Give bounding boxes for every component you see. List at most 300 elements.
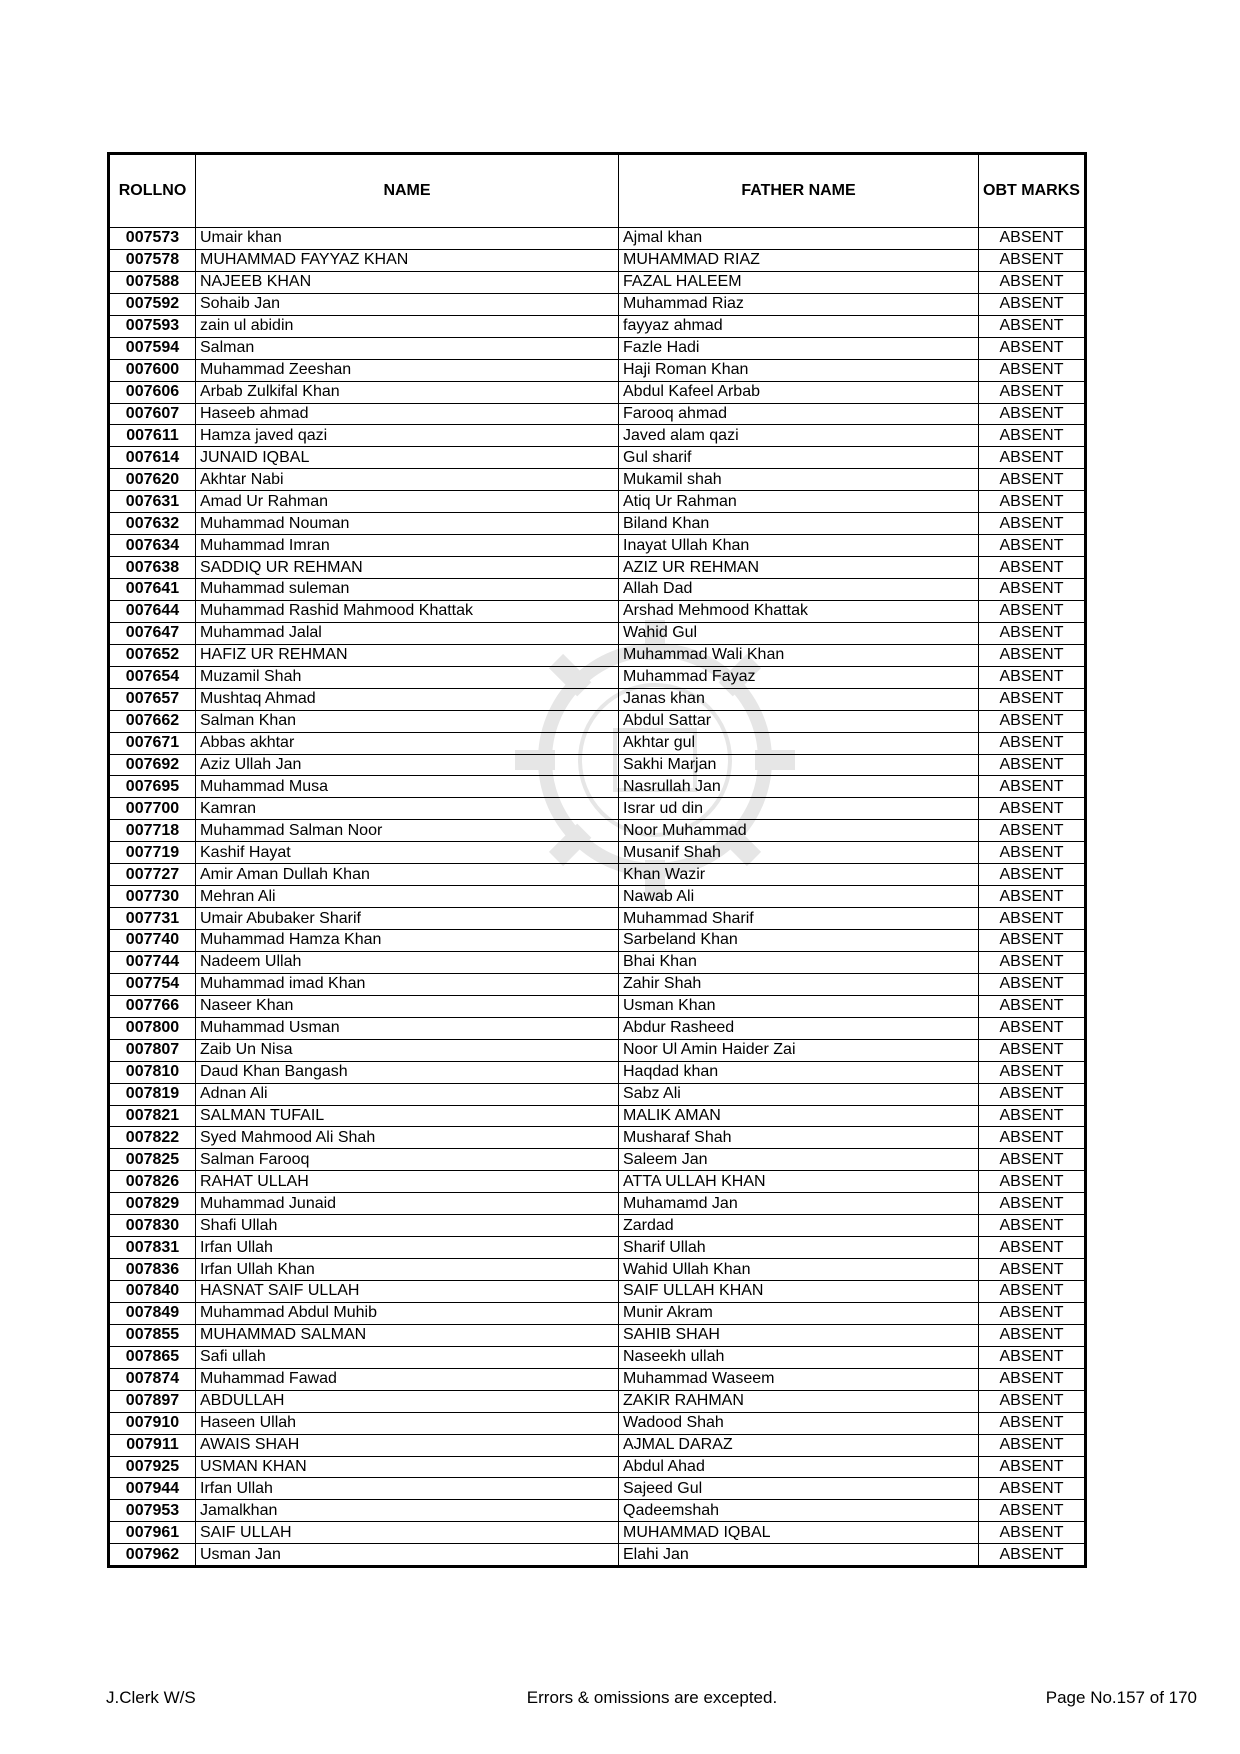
cell-obt-marks: ABSENT bbox=[979, 315, 1086, 337]
cell-obt-marks: ABSENT bbox=[979, 1302, 1086, 1324]
cell-father-name: Nawab Ali bbox=[619, 886, 979, 908]
cell-father-name: Muhammad Sharif bbox=[619, 908, 979, 930]
cell-obt-marks: ABSENT bbox=[979, 293, 1086, 315]
cell-name: Muhammad Jalal bbox=[196, 622, 619, 644]
cell-father-name: AZIZ UR REHMAN bbox=[619, 557, 979, 579]
cell-name: Irfan Ullah bbox=[196, 1237, 619, 1259]
cell-name: Zaib Un Nisa bbox=[196, 1039, 619, 1061]
table-row bbox=[109, 579, 1086, 601]
cell-father-name: Wahid Gul bbox=[619, 622, 979, 644]
cell-obt-marks: ABSENT bbox=[979, 732, 1086, 754]
table-row bbox=[109, 644, 1086, 666]
cell-rollno: 007632 bbox=[109, 513, 196, 535]
cell-rollno: 007654 bbox=[109, 666, 196, 688]
cell-obt-marks: ABSENT bbox=[979, 228, 1086, 250]
cell-father-name: Nasrullah Jan bbox=[619, 776, 979, 798]
cell-rollno: 007874 bbox=[109, 1368, 196, 1390]
table-row bbox=[109, 1171, 1086, 1193]
cell-rollno: 007855 bbox=[109, 1324, 196, 1346]
table-row bbox=[109, 271, 1086, 293]
cell-father-name: MUHAMMAD IQBAL bbox=[619, 1522, 979, 1544]
cell-obt-marks: ABSENT bbox=[979, 666, 1086, 688]
cell-father-name: Qadeemshah bbox=[619, 1500, 979, 1522]
cell-rollno: 007638 bbox=[109, 557, 196, 579]
cell-name: HAFIZ UR REHMAN bbox=[196, 644, 619, 666]
table-row bbox=[109, 842, 1086, 864]
table-row bbox=[109, 1039, 1086, 1061]
cell-name: Muhammad Abdul Muhib bbox=[196, 1302, 619, 1324]
cell-rollno: 007961 bbox=[109, 1522, 196, 1544]
table-row bbox=[109, 1281, 1086, 1303]
cell-father-name: Zardad bbox=[619, 1215, 979, 1237]
cell-father-name: Muhammad Waseem bbox=[619, 1368, 979, 1390]
cell-father-name: Mukamil shah bbox=[619, 469, 979, 491]
cell-father-name: Gul sharif bbox=[619, 447, 979, 469]
cell-obt-marks: ABSENT bbox=[979, 381, 1086, 403]
table-row bbox=[109, 951, 1086, 973]
cell-rollno: 007731 bbox=[109, 908, 196, 930]
cell-rollno: 007593 bbox=[109, 315, 196, 337]
footer-page-number: Page No.157 of 170 bbox=[1045, 1688, 1197, 1707]
cell-father-name: Sajeed Gul bbox=[619, 1478, 979, 1500]
table-row bbox=[109, 359, 1086, 381]
cell-obt-marks: ABSENT bbox=[979, 1017, 1086, 1039]
cell-obt-marks: ABSENT bbox=[979, 1039, 1086, 1061]
table-row bbox=[109, 1368, 1086, 1390]
cell-name: Muhammad imad Khan bbox=[196, 973, 619, 995]
table-row bbox=[109, 1500, 1086, 1522]
cell-name: Muhammad suleman bbox=[196, 579, 619, 601]
cell-father-name: AJMAL DARAZ bbox=[619, 1434, 979, 1456]
cell-obt-marks: ABSENT bbox=[979, 951, 1086, 973]
table-row bbox=[109, 1017, 1086, 1039]
cell-rollno: 007594 bbox=[109, 337, 196, 359]
cell-father-name: MALIK AMAN bbox=[619, 1105, 979, 1127]
cell-obt-marks: ABSENT bbox=[979, 754, 1086, 776]
cell-obt-marks: ABSENT bbox=[979, 886, 1086, 908]
cell-rollno: 007944 bbox=[109, 1478, 196, 1500]
table-row bbox=[109, 1302, 1086, 1324]
table-row bbox=[109, 491, 1086, 513]
cell-name: NAJEEB KHAN bbox=[196, 271, 619, 293]
cell-obt-marks: ABSENT bbox=[979, 600, 1086, 622]
cell-rollno: 007836 bbox=[109, 1259, 196, 1281]
cell-rollno: 007620 bbox=[109, 469, 196, 491]
table-row bbox=[109, 228, 1086, 250]
cell-obt-marks: ABSENT bbox=[979, 1259, 1086, 1281]
cell-name: Salman Farooq bbox=[196, 1149, 619, 1171]
cell-name: Salman Khan bbox=[196, 710, 619, 732]
table-row bbox=[109, 1259, 1086, 1281]
cell-obt-marks: ABSENT bbox=[979, 1500, 1086, 1522]
table-row bbox=[109, 1105, 1086, 1127]
cell-name: MUHAMMAD FAYYAZ KHAN bbox=[196, 249, 619, 271]
cell-rollno: 007614 bbox=[109, 447, 196, 469]
cell-rollno: 007657 bbox=[109, 688, 196, 710]
cell-name: Muhammad Junaid bbox=[196, 1193, 619, 1215]
cell-father-name: Musanif Shah bbox=[619, 842, 979, 864]
table-row bbox=[109, 798, 1086, 820]
table-row bbox=[109, 1237, 1086, 1259]
cell-obt-marks: ABSENT bbox=[979, 798, 1086, 820]
cell-father-name: Musharaf Shah bbox=[619, 1127, 979, 1149]
table-row bbox=[109, 908, 1086, 930]
table-row bbox=[109, 1215, 1086, 1237]
table-row bbox=[109, 666, 1086, 688]
cell-rollno: 007953 bbox=[109, 1500, 196, 1522]
header-father-name: FATHER NAME bbox=[619, 154, 979, 228]
cell-father-name: Arshad Mehmood Khattak bbox=[619, 600, 979, 622]
cell-rollno: 007766 bbox=[109, 995, 196, 1017]
cell-father-name: Abdul Ahad bbox=[619, 1456, 979, 1478]
cell-name: Muhammad Usman bbox=[196, 1017, 619, 1039]
cell-father-name: Wahid Ullah Khan bbox=[619, 1259, 979, 1281]
cell-father-name: Noor Ul Amin Haider Zai bbox=[619, 1039, 979, 1061]
cell-name: Irfan Ullah bbox=[196, 1478, 619, 1500]
cell-father-name: Farooq ahmad bbox=[619, 403, 979, 425]
cell-name: Haseeb ahmad bbox=[196, 403, 619, 425]
cell-name: Kashif Hayat bbox=[196, 842, 619, 864]
cell-father-name: Noor Muhammad bbox=[619, 820, 979, 842]
table-row bbox=[109, 820, 1086, 842]
cell-father-name: FAZAL HALEEM bbox=[619, 271, 979, 293]
cell-obt-marks: ABSENT bbox=[979, 1127, 1086, 1149]
cell-father-name: Muhammad Wali Khan bbox=[619, 644, 979, 666]
cell-father-name: SAIF ULLAH KHAN bbox=[619, 1281, 979, 1303]
table-row bbox=[109, 776, 1086, 798]
table-row bbox=[109, 710, 1086, 732]
cell-father-name: ZAKIR RAHMAN bbox=[619, 1390, 979, 1412]
cell-father-name: SAHIB SHAH bbox=[619, 1324, 979, 1346]
table-row bbox=[109, 688, 1086, 710]
table-row bbox=[109, 1434, 1086, 1456]
cell-obt-marks: ABSENT bbox=[979, 820, 1086, 842]
cell-name: Safi ullah bbox=[196, 1346, 619, 1368]
cell-name: Muhammad Imran bbox=[196, 535, 619, 557]
cell-rollno: 007611 bbox=[109, 425, 196, 447]
table-row bbox=[109, 973, 1086, 995]
table-row bbox=[109, 600, 1086, 622]
footer-disclaimer: Errors & omissions are excepted. bbox=[526, 1688, 778, 1707]
cell-obt-marks: ABSENT bbox=[979, 249, 1086, 271]
cell-father-name: Abdul Kafeel Arbab bbox=[619, 381, 979, 403]
cell-name: zain ul abidin bbox=[196, 315, 619, 337]
cell-name: Usman Jan bbox=[196, 1544, 619, 1567]
cell-name: Salman bbox=[196, 337, 619, 359]
table-row bbox=[109, 864, 1086, 886]
cell-rollno: 007695 bbox=[109, 776, 196, 798]
table-row bbox=[109, 1346, 1086, 1368]
cell-obt-marks: ABSENT bbox=[979, 1061, 1086, 1083]
cell-father-name: Atiq Ur Rahman bbox=[619, 491, 979, 513]
cell-obt-marks: ABSENT bbox=[979, 271, 1086, 293]
cell-obt-marks: ABSENT bbox=[979, 1456, 1086, 1478]
cell-name: Jamalkhan bbox=[196, 1500, 619, 1522]
cell-name: Shafi Ullah bbox=[196, 1215, 619, 1237]
table-row bbox=[109, 535, 1086, 557]
header-obt-marks: OBT MARKS bbox=[979, 154, 1086, 228]
table-row bbox=[109, 732, 1086, 754]
cell-name: Muhammad Fawad bbox=[196, 1368, 619, 1390]
cell-father-name: Sharif Ullah bbox=[619, 1237, 979, 1259]
cell-name: SAIF ULLAH bbox=[196, 1522, 619, 1544]
cell-name: ABDULLAH bbox=[196, 1390, 619, 1412]
cell-obt-marks: ABSENT bbox=[979, 973, 1086, 995]
cell-father-name: Fazle Hadi bbox=[619, 337, 979, 359]
cell-rollno: 007831 bbox=[109, 1237, 196, 1259]
cell-obt-marks: ABSENT bbox=[979, 864, 1086, 886]
table-row bbox=[109, 469, 1086, 491]
cell-father-name: Abdul Sattar bbox=[619, 710, 979, 732]
cell-father-name: MUHAMMAD RIAZ bbox=[619, 249, 979, 271]
cell-rollno: 007647 bbox=[109, 622, 196, 644]
cell-name: Nadeem Ullah bbox=[196, 951, 619, 973]
cell-obt-marks: ABSENT bbox=[979, 447, 1086, 469]
cell-obt-marks: ABSENT bbox=[979, 842, 1086, 864]
cell-obt-marks: ABSENT bbox=[979, 491, 1086, 513]
cell-rollno: 007807 bbox=[109, 1039, 196, 1061]
cell-father-name: Saleem Jan bbox=[619, 1149, 979, 1171]
table-row bbox=[109, 513, 1086, 535]
cell-name: Akhtar Nabi bbox=[196, 469, 619, 491]
cell-father-name: Elahi Jan bbox=[619, 1544, 979, 1567]
cell-name: JUNAID IQBAL bbox=[196, 447, 619, 469]
cell-father-name: Akhtar gul bbox=[619, 732, 979, 754]
header-rollno: ROLLNO bbox=[109, 154, 196, 228]
cell-father-name: Javed alam qazi bbox=[619, 425, 979, 447]
cell-rollno: 007744 bbox=[109, 951, 196, 973]
cell-rollno: 007849 bbox=[109, 1302, 196, 1324]
cell-name: Muhammad Rashid Mahmood Khattak bbox=[196, 600, 619, 622]
results-table bbox=[107, 152, 1087, 1568]
table-row bbox=[109, 930, 1086, 952]
cell-obt-marks: ABSENT bbox=[979, 688, 1086, 710]
cell-obt-marks: ABSENT bbox=[979, 1215, 1086, 1237]
cell-obt-marks: ABSENT bbox=[979, 1544, 1086, 1567]
cell-father-name: Biland Khan bbox=[619, 513, 979, 535]
cell-obt-marks: ABSENT bbox=[979, 1281, 1086, 1303]
cell-name: AWAIS SHAH bbox=[196, 1434, 619, 1456]
cell-rollno: 007821 bbox=[109, 1105, 196, 1127]
cell-obt-marks: ABSENT bbox=[979, 710, 1086, 732]
table-row bbox=[109, 1544, 1086, 1567]
cell-name: Muhammad Nouman bbox=[196, 513, 619, 535]
cell-obt-marks: ABSENT bbox=[979, 557, 1086, 579]
cell-rollno: 007830 bbox=[109, 1215, 196, 1237]
cell-obt-marks: ABSENT bbox=[979, 1171, 1086, 1193]
cell-obt-marks: ABSENT bbox=[979, 1412, 1086, 1434]
cell-rollno: 007578 bbox=[109, 249, 196, 271]
cell-father-name: Usman Khan bbox=[619, 995, 979, 1017]
cell-obt-marks: ABSENT bbox=[979, 1324, 1086, 1346]
cell-father-name: ATTA ULLAH KHAN bbox=[619, 1171, 979, 1193]
cell-father-name: Muhamamd Jan bbox=[619, 1193, 979, 1215]
cell-name: Muzamil Shah bbox=[196, 666, 619, 688]
table-row bbox=[109, 1456, 1086, 1478]
cell-father-name: Bhai Khan bbox=[619, 951, 979, 973]
cell-father-name: Inayat Ullah Khan bbox=[619, 535, 979, 557]
table-row bbox=[109, 622, 1086, 644]
header-name: NAME bbox=[196, 154, 619, 228]
cell-name: Amir Aman Dullah Khan bbox=[196, 864, 619, 886]
cell-father-name: fayyaz ahmad bbox=[619, 315, 979, 337]
table-row bbox=[109, 1478, 1086, 1500]
cell-father-name: Abdur Rasheed bbox=[619, 1017, 979, 1039]
cell-name: Muhammad Salman Noor bbox=[196, 820, 619, 842]
table-row bbox=[109, 1390, 1086, 1412]
cell-father-name: Haji Roman Khan bbox=[619, 359, 979, 381]
cell-obt-marks: ABSENT bbox=[979, 930, 1086, 952]
cell-name: Kamran bbox=[196, 798, 619, 820]
cell-name: Abbas akhtar bbox=[196, 732, 619, 754]
cell-name: Irfan Ullah Khan bbox=[196, 1259, 619, 1281]
cell-rollno: 007840 bbox=[109, 1281, 196, 1303]
cell-obt-marks: ABSENT bbox=[979, 425, 1086, 447]
cell-father-name: Naseekh ullah bbox=[619, 1346, 979, 1368]
cell-obt-marks: ABSENT bbox=[979, 908, 1086, 930]
cell-rollno: 007911 bbox=[109, 1434, 196, 1456]
table-row bbox=[109, 337, 1086, 359]
table-row bbox=[109, 425, 1086, 447]
table-row bbox=[109, 403, 1086, 425]
cell-rollno: 007592 bbox=[109, 293, 196, 315]
cell-father-name: Allah Dad bbox=[619, 579, 979, 601]
cell-father-name: Wadood Shah bbox=[619, 1412, 979, 1434]
cell-rollno: 007700 bbox=[109, 798, 196, 820]
cell-rollno: 007652 bbox=[109, 644, 196, 666]
cell-name: SALMAN TUFAIL bbox=[196, 1105, 619, 1127]
cell-name: Daud Khan Bangash bbox=[196, 1061, 619, 1083]
table-row bbox=[109, 381, 1086, 403]
cell-father-name: Muhammad Riaz bbox=[619, 293, 979, 315]
cell-rollno: 007727 bbox=[109, 864, 196, 886]
cell-rollno: 007826 bbox=[109, 1171, 196, 1193]
cell-obt-marks: ABSENT bbox=[979, 1083, 1086, 1105]
cell-name: Hamza javed qazi bbox=[196, 425, 619, 447]
table-row bbox=[109, 754, 1086, 776]
cell-obt-marks: ABSENT bbox=[979, 1368, 1086, 1390]
table-row bbox=[109, 1522, 1086, 1544]
cell-rollno: 007800 bbox=[109, 1017, 196, 1039]
table-header-row bbox=[109, 154, 1086, 228]
table-row bbox=[109, 1412, 1086, 1434]
cell-father-name: Sakhi Marjan bbox=[619, 754, 979, 776]
cell-name: Aziz Ullah Jan bbox=[196, 754, 619, 776]
cell-rollno: 007730 bbox=[109, 886, 196, 908]
cell-rollno: 007825 bbox=[109, 1149, 196, 1171]
table-row bbox=[109, 886, 1086, 908]
cell-name: Arbab Zulkifal Khan bbox=[196, 381, 619, 403]
cell-rollno: 007740 bbox=[109, 930, 196, 952]
cell-name: Haseen Ullah bbox=[196, 1412, 619, 1434]
cell-father-name: Zahir Shah bbox=[619, 973, 979, 995]
cell-father-name: Muhammad Fayaz bbox=[619, 666, 979, 688]
cell-obt-marks: ABSENT bbox=[979, 1193, 1086, 1215]
table-row bbox=[109, 995, 1086, 1017]
footer-clerk: J.Clerk W/S bbox=[106, 1688, 196, 1707]
cell-name: Naseer Khan bbox=[196, 995, 619, 1017]
cell-rollno: 007962 bbox=[109, 1544, 196, 1567]
cell-name: Muhammad Zeeshan bbox=[196, 359, 619, 381]
table-row bbox=[109, 1193, 1086, 1215]
cell-rollno: 007754 bbox=[109, 973, 196, 995]
cell-obt-marks: ABSENT bbox=[979, 1149, 1086, 1171]
cell-obt-marks: ABSENT bbox=[979, 995, 1086, 1017]
cell-obt-marks: ABSENT bbox=[979, 469, 1086, 491]
cell-obt-marks: ABSENT bbox=[979, 1478, 1086, 1500]
cell-obt-marks: ABSENT bbox=[979, 359, 1086, 381]
table-row bbox=[109, 293, 1086, 315]
cell-rollno: 007631 bbox=[109, 491, 196, 513]
cell-name: Adnan Ali bbox=[196, 1083, 619, 1105]
cell-obt-marks: ABSENT bbox=[979, 337, 1086, 359]
cell-rollno: 007692 bbox=[109, 754, 196, 776]
cell-father-name: Khan Wazir bbox=[619, 864, 979, 886]
cell-rollno: 007719 bbox=[109, 842, 196, 864]
cell-name: Syed Mahmood Ali Shah bbox=[196, 1127, 619, 1149]
cell-rollno: 007600 bbox=[109, 359, 196, 381]
cell-obt-marks: ABSENT bbox=[979, 535, 1086, 557]
table-row bbox=[109, 1324, 1086, 1346]
cell-obt-marks: ABSENT bbox=[979, 644, 1086, 666]
cell-father-name: Sarbeland Khan bbox=[619, 930, 979, 952]
cell-obt-marks: ABSENT bbox=[979, 1346, 1086, 1368]
cell-name: HASNAT SAIF ULLAH bbox=[196, 1281, 619, 1303]
cell-name: Mehran Ali bbox=[196, 886, 619, 908]
cell-name: Mushtaq Ahmad bbox=[196, 688, 619, 710]
cell-name: USMAN KHAN bbox=[196, 1456, 619, 1478]
cell-rollno: 007865 bbox=[109, 1346, 196, 1368]
cell-rollno: 007910 bbox=[109, 1412, 196, 1434]
cell-rollno: 007662 bbox=[109, 710, 196, 732]
cell-name: Umair Abubaker Sharif bbox=[196, 908, 619, 930]
cell-obt-marks: ABSENT bbox=[979, 513, 1086, 535]
cell-obt-marks: ABSENT bbox=[979, 1522, 1086, 1544]
table-row bbox=[109, 447, 1086, 469]
cell-obt-marks: ABSENT bbox=[979, 403, 1086, 425]
cell-name: Amad Ur Rahman bbox=[196, 491, 619, 513]
cell-father-name: Sabz Ali bbox=[619, 1083, 979, 1105]
table-row bbox=[109, 1083, 1086, 1105]
table-row bbox=[109, 557, 1086, 579]
cell-name: Muhammad Hamza Khan bbox=[196, 930, 619, 952]
cell-rollno: 007644 bbox=[109, 600, 196, 622]
table-row bbox=[109, 1127, 1086, 1149]
cell-rollno: 007634 bbox=[109, 535, 196, 557]
cell-rollno: 007897 bbox=[109, 1390, 196, 1412]
cell-name: Muhammad Musa bbox=[196, 776, 619, 798]
cell-name: SADDIQ UR REHMAN bbox=[196, 557, 619, 579]
cell-rollno: 007822 bbox=[109, 1127, 196, 1149]
cell-obt-marks: ABSENT bbox=[979, 622, 1086, 644]
cell-rollno: 007641 bbox=[109, 579, 196, 601]
cell-name: RAHAT ULLAH bbox=[196, 1171, 619, 1193]
table-row bbox=[109, 1149, 1086, 1171]
cell-name: Umair khan bbox=[196, 228, 619, 250]
cell-obt-marks: ABSENT bbox=[979, 1390, 1086, 1412]
cell-name: Sohaib Jan bbox=[196, 293, 619, 315]
cell-father-name: Munir Akram bbox=[619, 1302, 979, 1324]
cell-rollno: 007573 bbox=[109, 228, 196, 250]
cell-obt-marks: ABSENT bbox=[979, 776, 1086, 798]
cell-father-name: Israr ud din bbox=[619, 798, 979, 820]
cell-obt-marks: ABSENT bbox=[979, 1434, 1086, 1456]
cell-rollno: 007671 bbox=[109, 732, 196, 754]
cell-rollno: 007829 bbox=[109, 1193, 196, 1215]
cell-father-name: Haqdad khan bbox=[619, 1061, 979, 1083]
table-row bbox=[109, 249, 1086, 271]
cell-father-name: Janas khan bbox=[619, 688, 979, 710]
